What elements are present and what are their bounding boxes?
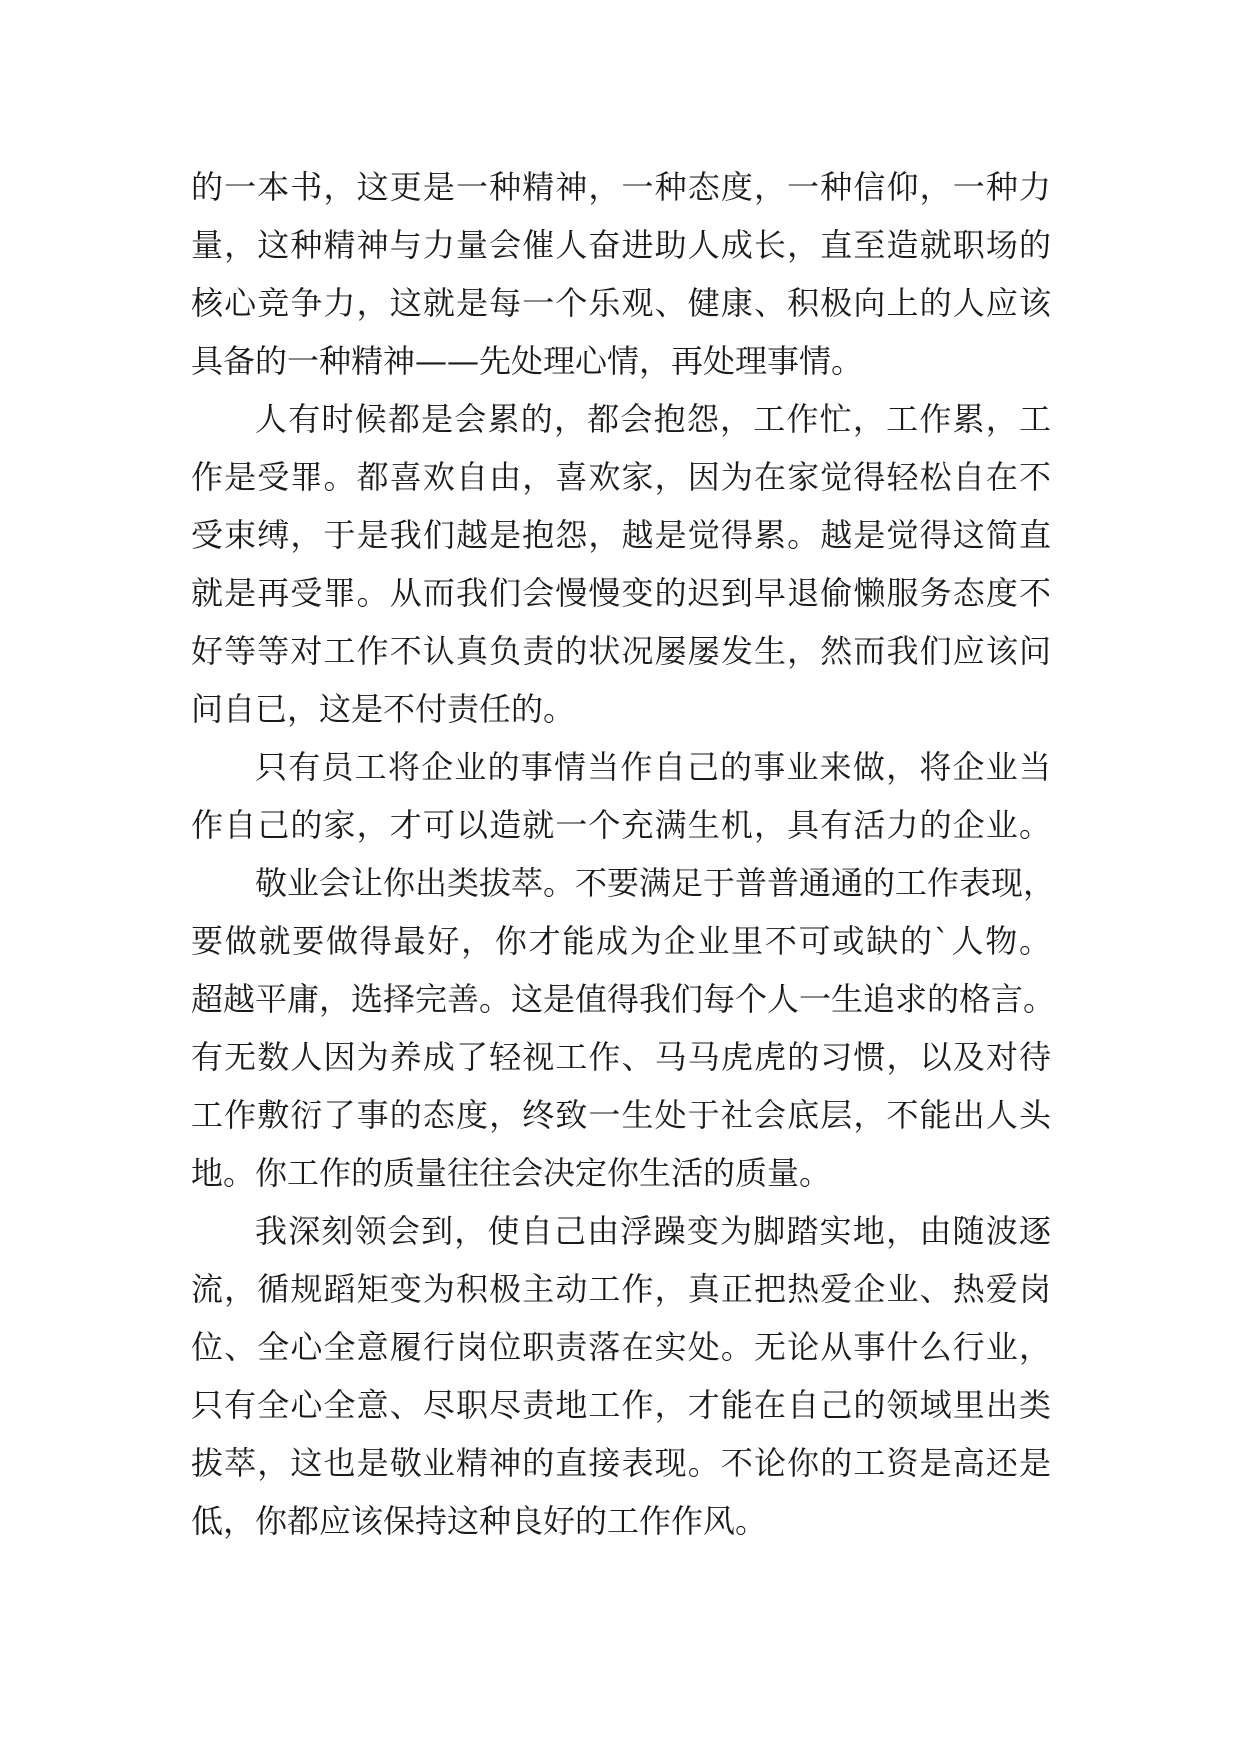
- text-line: 位、全心全意履行岗位职责落在实处。无论从事什么行业，: [191, 1328, 1051, 1366]
- text-line: 要做就要做得最好，你才能成为企业里不可或缺的`人物。: [191, 922, 1051, 960]
- paragraph: [191, 390, 1051, 738]
- text-line: 作自己的家，才可以造就一个充满生机，具有活力的企业。: [191, 806, 1051, 844]
- text-line: 流，循规蹈矩变为积极主动工作，真正把热爱企业、热爱岗: [191, 1270, 1051, 1308]
- text-line: 工作敷衍了事的态度，终致一生处于社会底层，不能出人头: [191, 1096, 1051, 1134]
- text-line: 只有全心全意、尽职尽责地工作，才能在自己的领域里出类: [191, 1386, 1051, 1424]
- text-line: 问自已，这是不付责任的。: [191, 690, 576, 728]
- text-line: 低，你都应该保持这种良好的工作作风。: [191, 1502, 768, 1540]
- paragraph: [191, 158, 1051, 390]
- text-line: 的一本书，这更是一种精神，一种态度，一种信仰，一种力: [191, 168, 1051, 206]
- text-line: 好等等对工作不认真负责的状况屡屡发生，然而我们应该问: [191, 632, 1051, 670]
- text-line: 敬业会让你出类拔萃。不要满足于普普通通的工作表现，: [255, 864, 1056, 902]
- text-line: 地。你工作的质量往往会决定你生活的质量。: [191, 1154, 832, 1192]
- text-line: 我深刻领会到，使自己由浮躁变为脚踏实地，由随波逐: [255, 1212, 1051, 1250]
- text-line: 核心竞争力，这就是每一个乐观、健康、积极向上的人应该: [191, 284, 1051, 322]
- text-line: 拔萃，这也是敬业精神的直接表现。不论你的工资是高还是: [191, 1444, 1051, 1482]
- text-line: 具备的一种精神——先处理心情，再处理事情。: [191, 342, 864, 380]
- paragraph: [191, 738, 1051, 854]
- text-line: 有无数人因为养成了轻视工作、马马虎虎的习惯，以及对待: [191, 1038, 1051, 1076]
- text-line: 超越平庸，选择完善。这是值得我们每个人一生追求的格言。: [191, 980, 1056, 1018]
- text-line: 只有员工将企业的事情当作自己的事业来做，将企业当: [255, 748, 1051, 786]
- text-line: 量，这种精神与力量会催人奋进助人成长，直至造就职场的: [191, 226, 1051, 264]
- text-line: 作是受罪。都喜欢自由，喜欢家，因为在家觉得轻松自在不: [191, 458, 1051, 496]
- text-line: 人有时候都是会累的，都会抱怨，工作忙，工作累，工: [255, 400, 1051, 438]
- paragraph: [191, 854, 1056, 1202]
- text-line: 受束缚，于是我们越是抱怨，越是觉得累。越是觉得这简直: [191, 516, 1051, 554]
- paragraph: [191, 1202, 1051, 1550]
- text-line: 就是再受罪。从而我们会慢慢变的迟到早退偷懒服务态度不: [191, 574, 1051, 612]
- body-text: [191, 158, 1056, 1550]
